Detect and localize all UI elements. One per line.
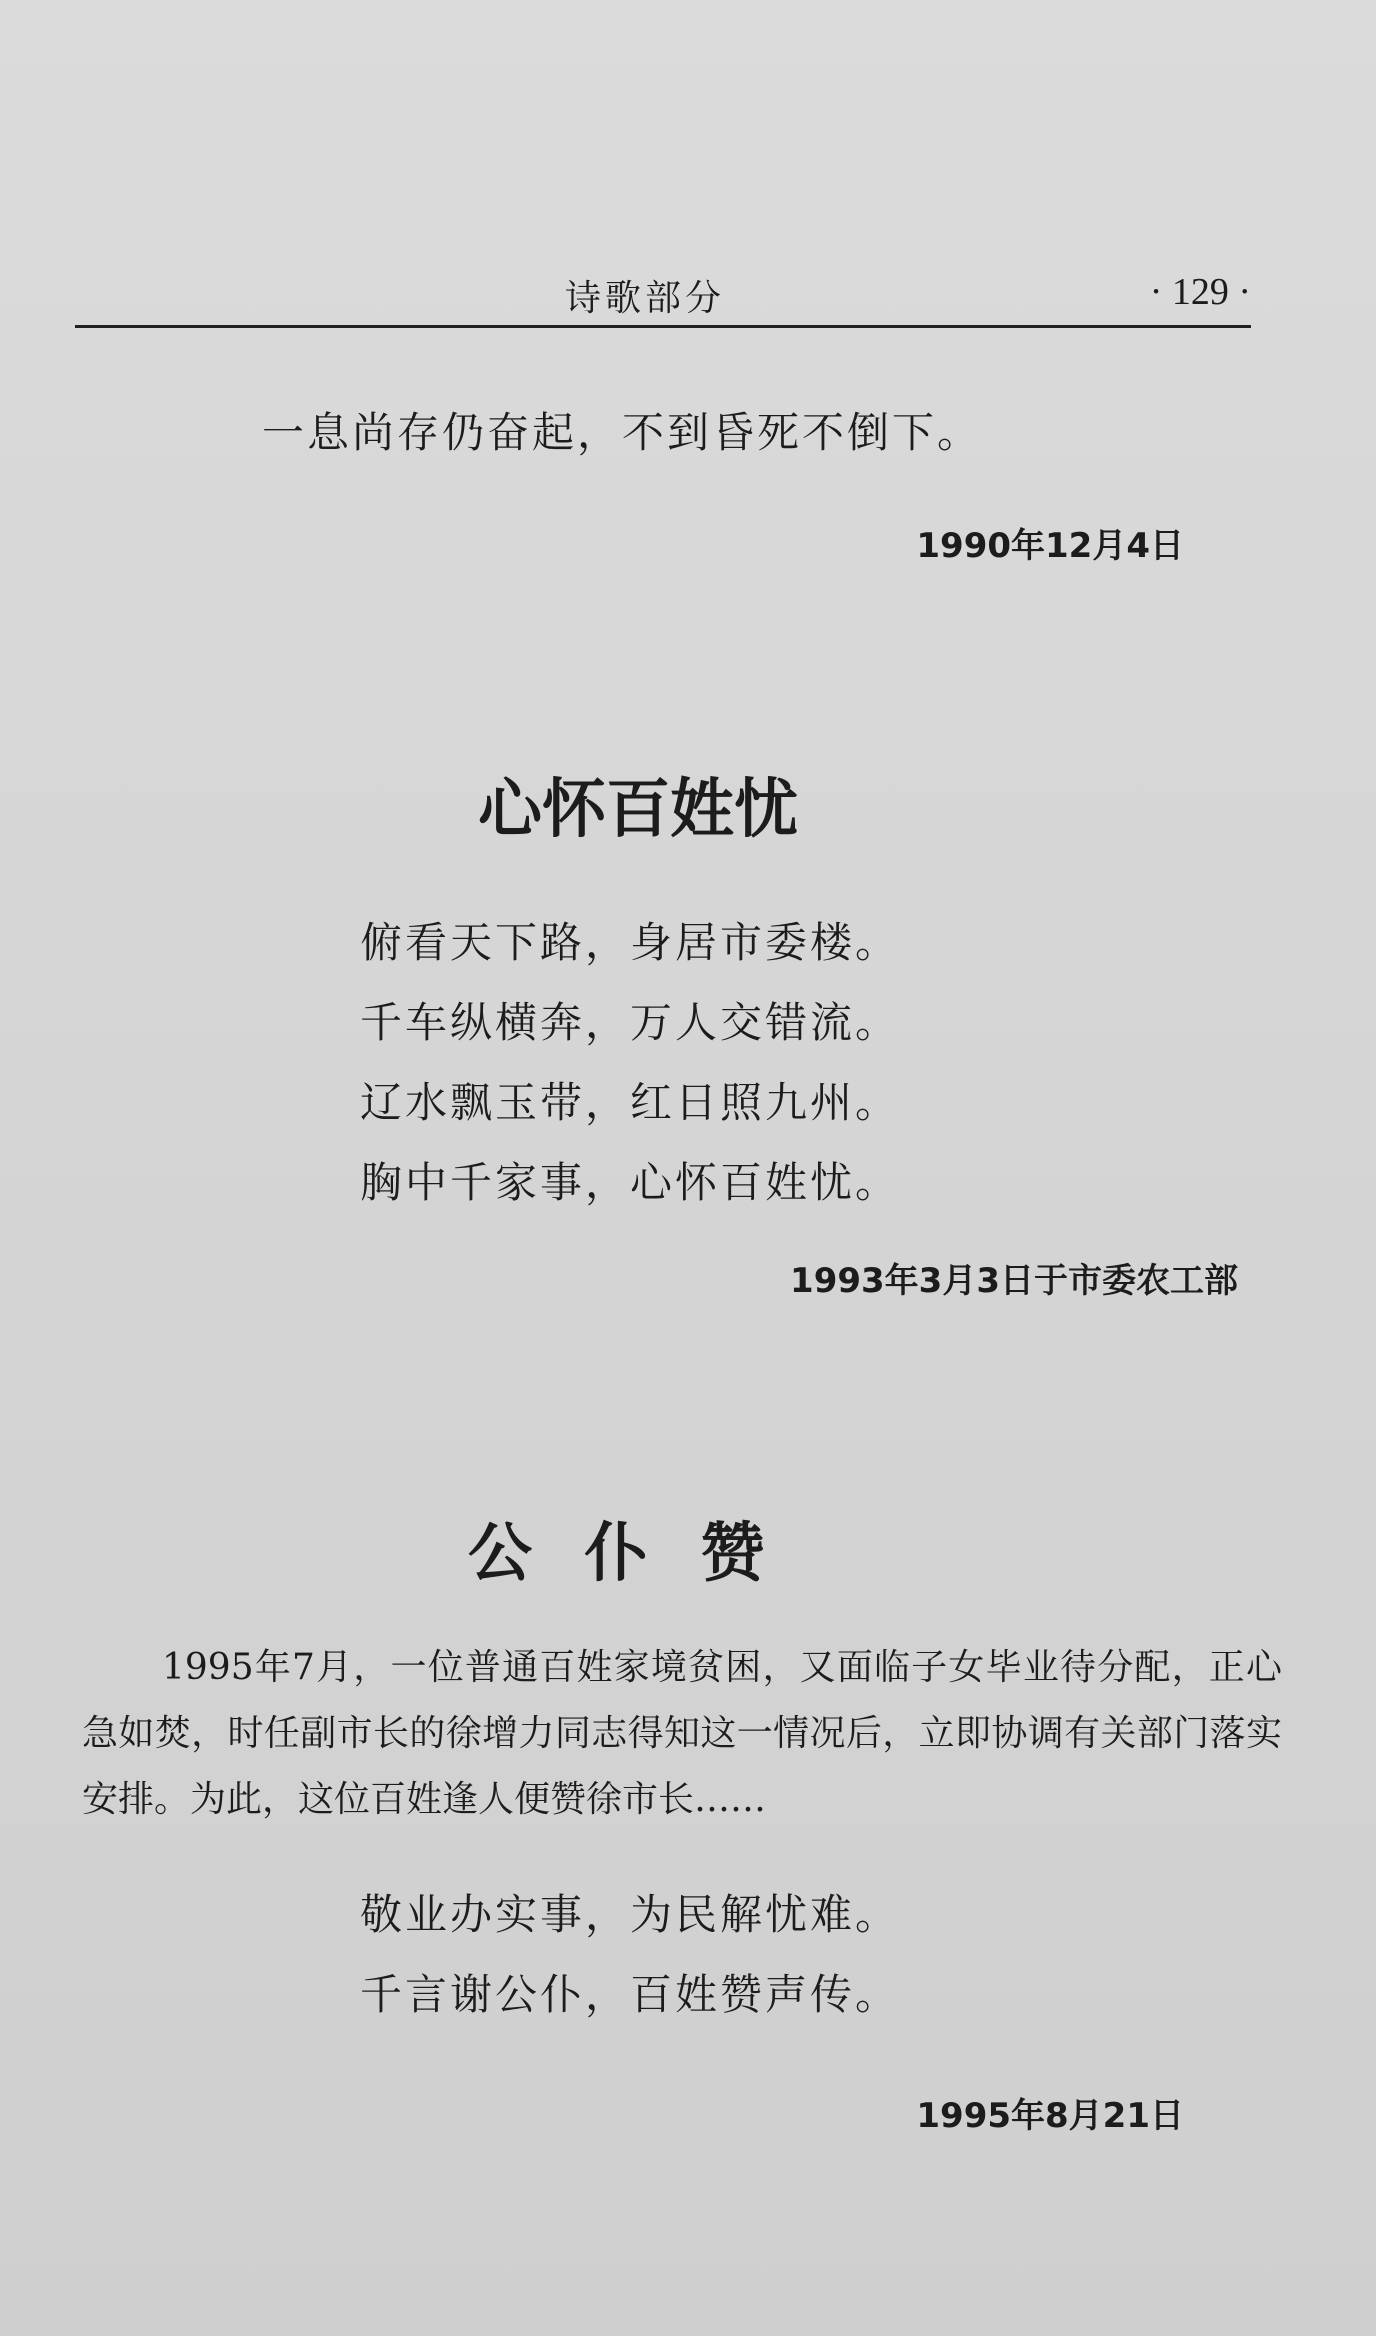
poem-title: 心怀百姓忧	[478, 773, 798, 847]
poem-title: 公 仆 赞	[468, 1517, 765, 1591]
header-rule	[75, 325, 1251, 328]
poem-line: 胸中千家事，心怀百姓忧。	[360, 1158, 901, 1207]
poem-preface	[82, 1635, 1282, 1833]
page-number: · 129 ·	[1149, 271, 1251, 313]
preface-text: 1995年7月，一位普通百姓家境贫困，又面临子女毕业待分配，正心急如焚，时任副市长的徐增力同志得知这一情况后，立即协调有关部门落实安排。为此，这位百姓逢人便赞徐市长……	[82, 1647, 1282, 1820]
running-header	[75, 262, 1251, 324]
poem-date: 1993年3月3日于市委农工部	[790, 1261, 1238, 1301]
poem-line: 千车纵横奔，万人交错流。	[360, 998, 901, 1047]
poem-line: 敬业办实事，为民解忧难。	[360, 1890, 901, 1939]
poem-line: 千言谢公仆，百姓赞声传。	[360, 1970, 901, 2019]
section-title: 诗歌部分	[565, 278, 726, 319]
poem-date: 1995年8月21日	[916, 2096, 1184, 2136]
poem-date: 1990年12月4日	[916, 526, 1184, 566]
poem-line: 俯看天下路，身居市委楼。	[360, 918, 901, 967]
poem-line: 辽水飘玉带，红日照九州。	[360, 1078, 901, 1127]
poem-line: 一息尚存仍奋起，不到昏死不倒下。	[262, 408, 983, 457]
